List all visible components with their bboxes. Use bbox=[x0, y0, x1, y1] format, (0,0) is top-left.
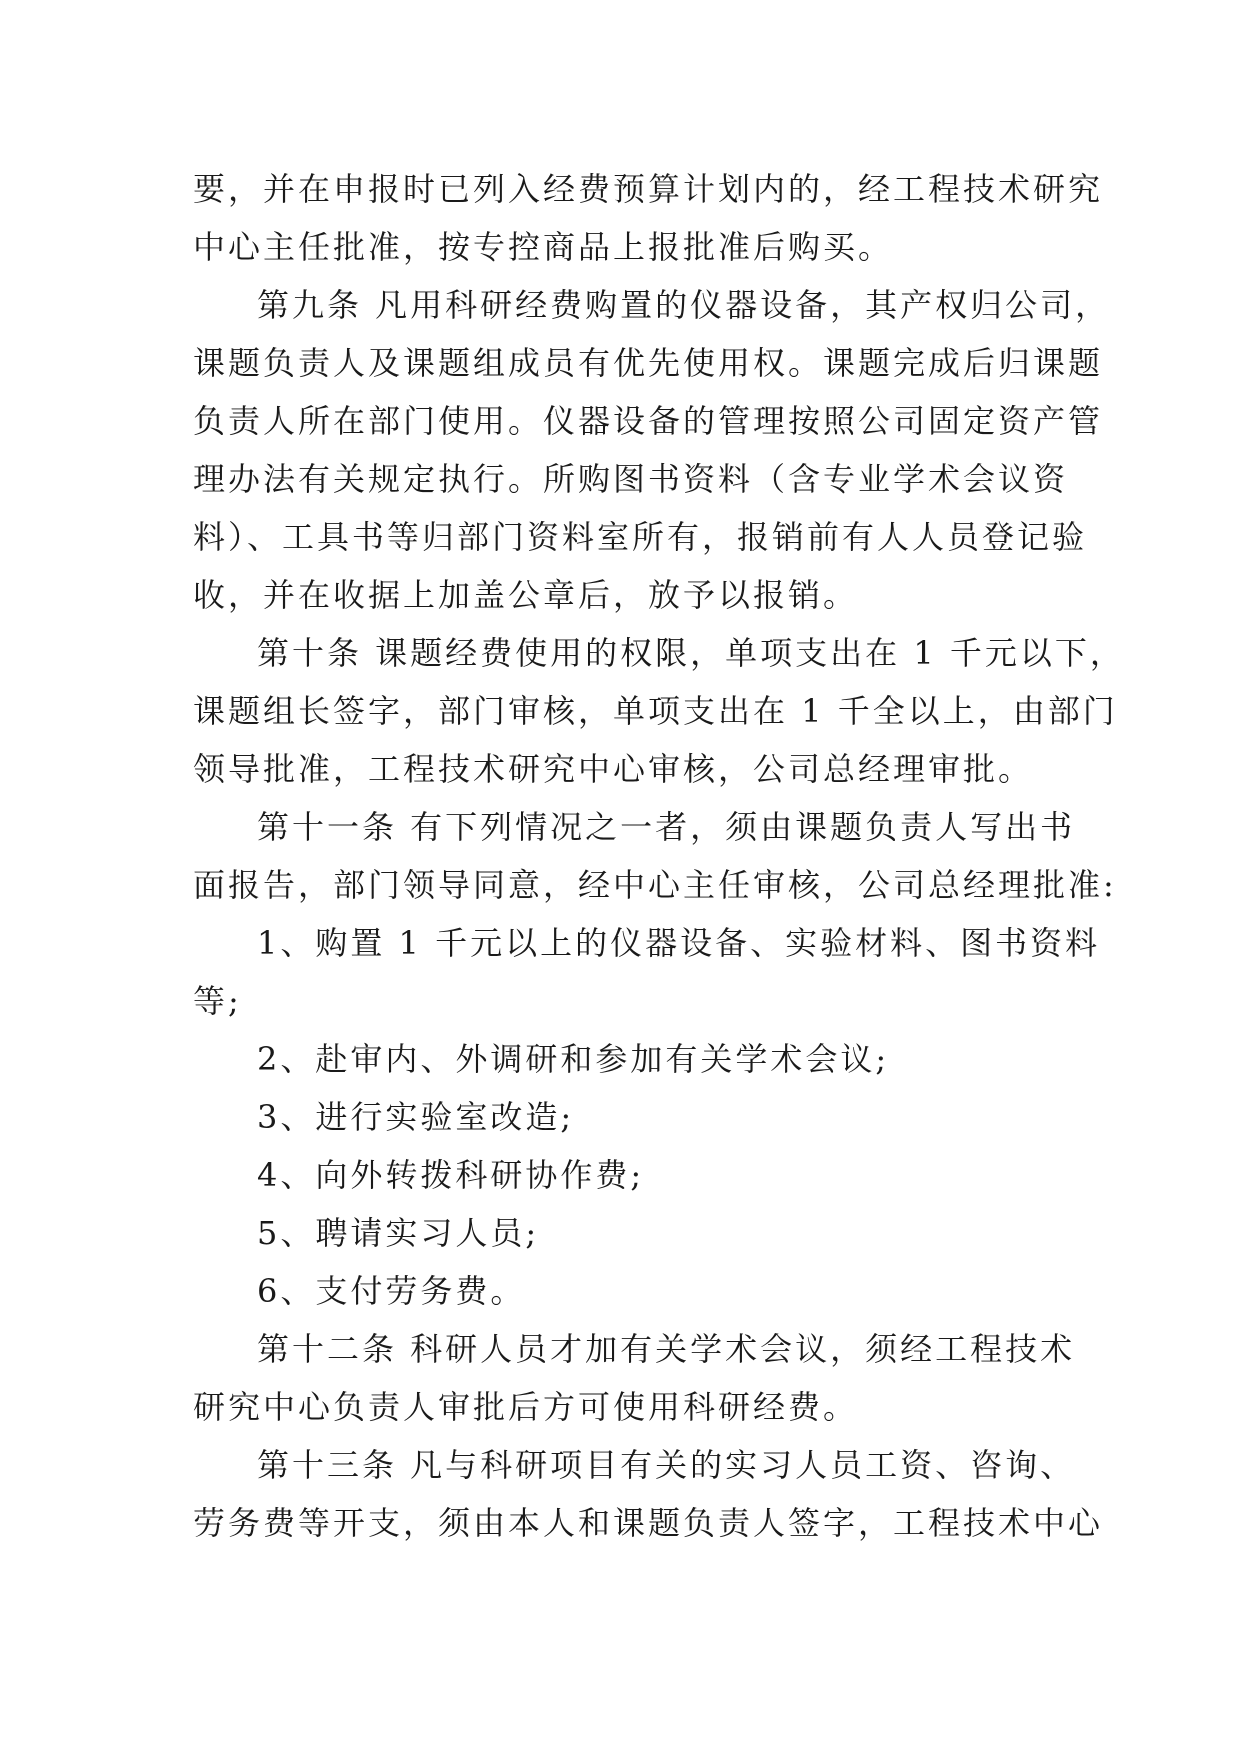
list-item-5: 5、聘请实习人员; bbox=[257, 1214, 540, 1252]
text-line: 课题组长签字，部门审核，单项支出在 1 千全以上，由部门 bbox=[193, 692, 1118, 730]
text-line: 劳务费等开支，须由本人和课题负责人签字，工程技术中心 bbox=[193, 1504, 1104, 1542]
article-12-heading-line: 第十二条 科研人员才加有关学术会议，须经工程技术 bbox=[257, 1330, 1076, 1368]
text-line: 负责人所在部门使用。仪器设备的管理按照公司固定资产管 bbox=[193, 402, 1104, 440]
article-13-heading-line: 第十三条 凡与科研项目有关的实习人员工资、咨询、 bbox=[257, 1446, 1076, 1484]
text-line: 收，并在收据上加盖公章后，放予以报销。 bbox=[193, 576, 859, 614]
article-11-heading-line: 第十一条 有下列情况之一者，须由课题负责人写出书 bbox=[257, 808, 1076, 846]
list-item-1: 1、购置 1 千元以上的仪器设备、实验材料、图书资料 bbox=[257, 924, 1101, 962]
list-item-3: 3、进行实验室改造; bbox=[257, 1098, 575, 1136]
article-9-heading-line: 第九条 凡用科研经费购置的仪器设备，其产权归公司， bbox=[257, 286, 1111, 324]
text-line: 中心主任批准，按专控商品上报批准后购买。 bbox=[193, 228, 894, 266]
list-item-4: 4、向外转拨科研协作费; bbox=[257, 1156, 645, 1194]
text-line: 要，并在申报时已列入经费预算计划内的，经工程技术研究 bbox=[193, 170, 1104, 208]
text-line: 等; bbox=[193, 982, 242, 1020]
list-item-2: 2、赴审内、外调研和参加有关学术会议; bbox=[257, 1040, 890, 1078]
text-line: 料）、工具书等归部门资料室所有，报销前有人人员登记验 bbox=[193, 518, 1088, 556]
list-item-6: 6、支付劳务费。 bbox=[257, 1272, 526, 1310]
text-line: 课题负责人及课题组成员有优先使用权。课题完成后归课题 bbox=[193, 344, 1104, 382]
text-line: 理办法有关规定执行。所购图书资料（含专业学术会议资 bbox=[193, 460, 1069, 498]
text-line: 研究中心负责人审批后方可使用科研经费。 bbox=[193, 1388, 859, 1426]
text-line: 面报告，部门领导同意，经中心主任审核，公司总经理批准: bbox=[193, 866, 1117, 904]
article-10-heading-line: 第十条 课题经费使用的权限，单项支出在 1 千元以下， bbox=[257, 634, 1125, 672]
text-line: 领导批准，工程技术研究中心审核，公司总经理审批。 bbox=[193, 750, 1034, 788]
